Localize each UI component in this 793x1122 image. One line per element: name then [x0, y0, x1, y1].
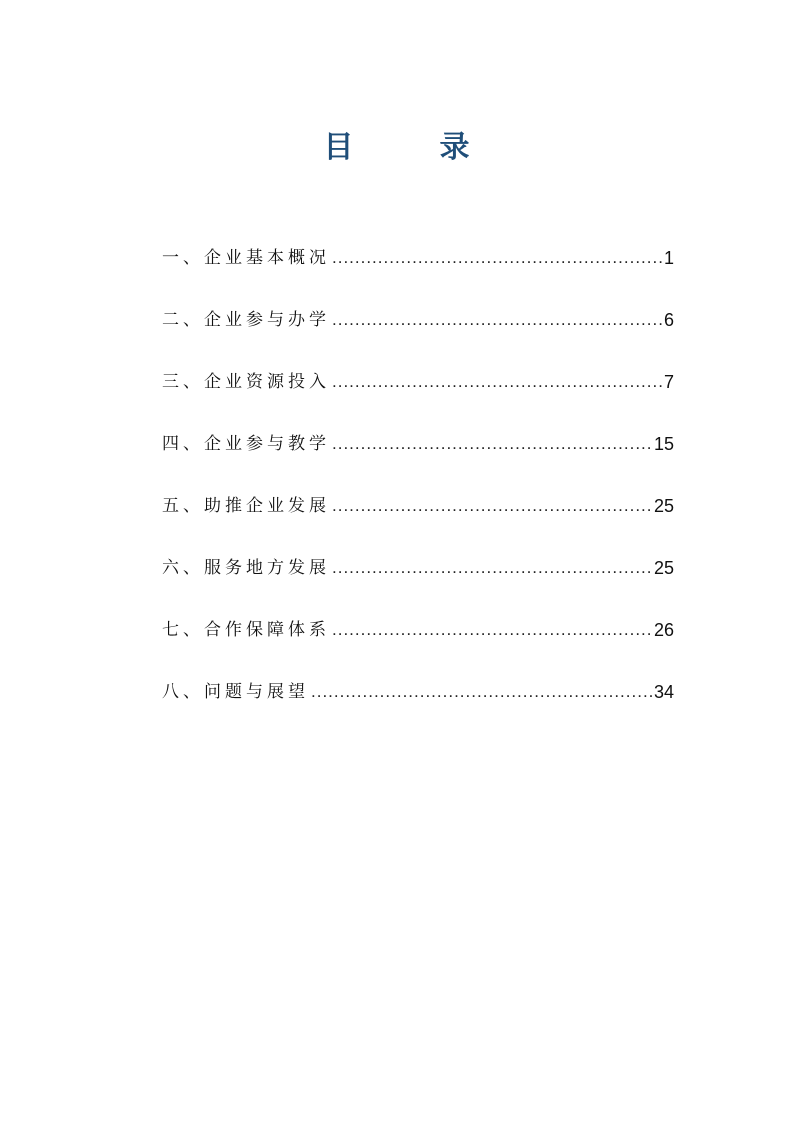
- toc-entry-label: 八、问题与展望: [162, 682, 309, 702]
- toc-page-number: 6: [663, 310, 674, 330]
- toc-leader-dots: [332, 247, 662, 269]
- toc-entry[interactable]: [162, 269, 674, 331]
- toc-page-number: 34: [653, 682, 674, 702]
- toc-page-number: 25: [653, 558, 674, 578]
- toc-leader-dots: [332, 371, 662, 393]
- toc-leader-dots: [332, 433, 652, 455]
- toc-entry[interactable]: [162, 641, 674, 703]
- toc-entry-label: 四、企业参与教学: [162, 434, 330, 454]
- toc-leader-dots: [311, 681, 652, 703]
- toc-entry[interactable]: [162, 393, 674, 455]
- toc-page-number: 25: [653, 496, 674, 516]
- toc-entry-label: 七、合作保障体系: [162, 620, 330, 640]
- toc-leader-dots: [332, 557, 652, 579]
- toc-entry-label: 五、助推企业发展: [162, 496, 330, 516]
- toc-page-number: 1: [663, 248, 674, 268]
- toc-entry-label: 一、企业基本概况: [162, 248, 330, 268]
- toc-page-number: 15: [653, 434, 674, 454]
- toc-entry[interactable]: [162, 207, 674, 269]
- toc-entry[interactable]: [162, 579, 674, 641]
- toc-entry[interactable]: [162, 517, 674, 579]
- toc-page-number: 7: [663, 372, 674, 392]
- toc-entry-label: 二、企业参与办学: [162, 310, 330, 330]
- toc-entry-label: 三、企业资源投入: [162, 372, 330, 392]
- toc-entry[interactable]: [162, 331, 674, 393]
- toc-leader-dots: [332, 495, 652, 517]
- toc-entry-label: 六、服务地方发展: [162, 558, 330, 578]
- table-of-contents: [162, 207, 674, 703]
- toc-entry[interactable]: [162, 455, 674, 517]
- toc-leader-dots: [332, 619, 652, 641]
- toc-page-number: 26: [653, 620, 674, 640]
- toc-leader-dots: [332, 309, 662, 331]
- page-title: 目 录: [323, 130, 498, 165]
